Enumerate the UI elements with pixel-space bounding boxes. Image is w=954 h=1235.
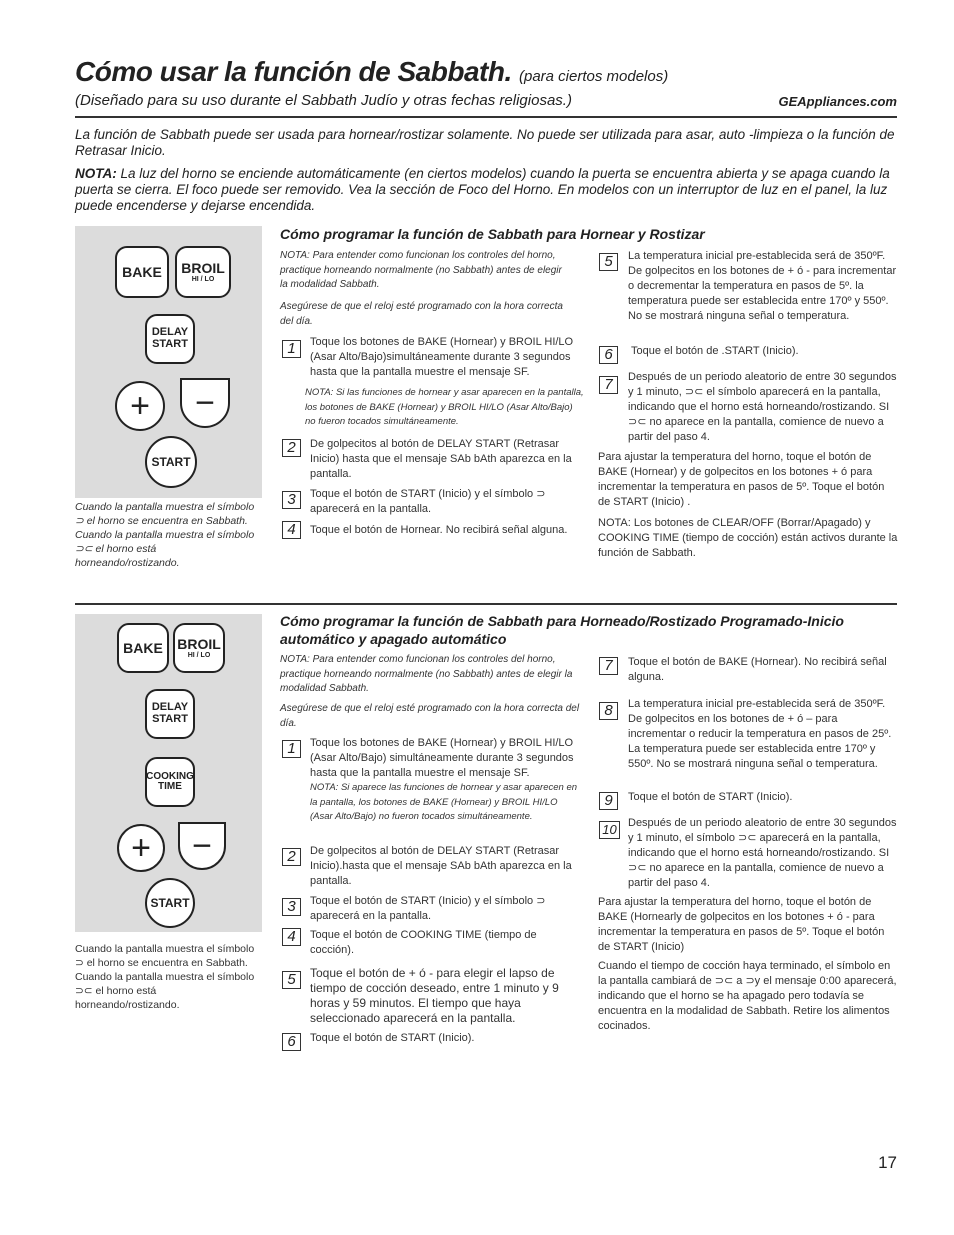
step-number: 10 xyxy=(599,821,620,839)
bake-button xyxy=(115,246,169,298)
step-text: Toque los botones de BAKE (Hornear) y BROIL HI/LO (Asar Alto/Bajo)simultáneamente durante 3 segundos hasta que la pantalla muestre el mensaje SF. xyxy=(310,336,574,378)
section2-note1: NOTA: Para entender como funcionan los controles del horno, practique horneando normalmente (no Sabbath) antes de elegir la modalidad Sabbath. xyxy=(280,654,573,694)
title-sub: (para ciertos modelos) xyxy=(519,68,669,85)
step-text: Después de un periodo aleatorio de entre 30 segundos y 1 minuto, ⊃⊂ el símbolo aparecerá en la pantalla, indicando que el horno está horneando/rostizando. SI ⊃⊂ no aparece en la pantalla, comience de nuevo a partir del paso 4. xyxy=(628,371,897,443)
delay-start-label: START xyxy=(152,338,188,350)
section1-sub-note: NOTA: Si las funciones de hornear y asar aparecen en la pantalla, los botones de BAKE (Hornear) y BROIL HI/LO (Asar Alto/Bajo) no fueron tocados simultáneamente. xyxy=(305,387,584,427)
step-number: 8 xyxy=(599,702,618,720)
bake-button xyxy=(117,623,169,673)
step-text: Toque el botón de COOKING TIME (tiempo de cocción). xyxy=(310,929,537,956)
minus-button xyxy=(178,822,226,870)
step-text: Toque el botón de START (Inicio). xyxy=(310,1032,475,1044)
step-number: 4 xyxy=(282,521,301,539)
step-number: 2 xyxy=(282,848,301,866)
start-button xyxy=(145,436,197,488)
section2-heading: Cómo programar la función de Sabbath para Horneado/Rostizado Programado-Inicio automático y apagado automático xyxy=(280,613,844,647)
section2-adjust: Para ajustar la temperatura del horno, toque el botón de BAKE (Hornearly de golpecitos en los botones + ó - para incrementar la temperatura en pasos de 5º. Toque el botón de START (Inicio) xyxy=(598,896,885,953)
broil-label: BROIL xyxy=(181,259,225,276)
step-number: 7 xyxy=(599,657,618,675)
step-number: 5 xyxy=(599,253,618,271)
intro-paragraph: La función de Sabbath puede ser usada para hornear/rostizar solamente. No puede ser utilizada para asar, auto -limpieza o la función de Retrasar Inicio. xyxy=(75,127,895,158)
step-text: Toque el botón de START (Inicio) y el símbolo ⊃ aparecerá en la pantalla. xyxy=(310,895,546,922)
step-text: Toque el botón de START (Inicio) y el símbolo ⊃ aparecerá en la pantalla. xyxy=(310,488,546,515)
minus-label: − xyxy=(192,826,212,865)
section1-note-end: NOTA: Los botones de CLEAR/OFF (Borrar/Apagado) y COOKING TIME (tiempo de cocción) están activos durante la función de Sabbath. xyxy=(598,517,898,559)
section1-adjust: Para ajustar la temperatura del horno, toque el botón de BAKE (Hornear) y de golpecitos en los botones + ó para incrementar la temperatura en pasos de 5º. Toque el botón de START (Inicio) . xyxy=(598,451,885,508)
page-number: 17 xyxy=(878,1153,897,1172)
site-link[interactable]: GEAppliances.com xyxy=(778,94,897,109)
caption-2: Cuando la pantalla muestra el símbolo ⊃ el horno se encuentra en Sabbath. Cuando la pantalla muestra el símbolo ⊃⊂ el horno está horneando/rostizando. xyxy=(75,943,255,1011)
title-text: Cómo usar la función de Sabbath. xyxy=(75,56,512,87)
step-number: 1 xyxy=(282,340,301,358)
step-number: 3 xyxy=(282,898,301,916)
broil-button xyxy=(173,623,225,673)
intro-note-label: NOTA: xyxy=(75,166,117,181)
minus-label: − xyxy=(195,383,215,422)
step-number: 3 xyxy=(282,491,301,509)
step-text: Toque el botón de Hornear. No recibirá señal alguna. xyxy=(310,524,568,536)
step-text: De golpecitos al botón de DELAY START (Retrasar Inicio) hasta que el mensaje SAb bAth aparezca en la pantalla. xyxy=(310,438,572,480)
control-panel-illustration-2 xyxy=(75,614,262,932)
step-text: La temperatura inicial pre-establecida será de 350ºF. De golpecitos en los botones de + ó – para incrementar o reducir la temperatura en pasos de 25º. La temperatura puede ser establecida entre 170º y 550º. No se mostrará ninguna señal o temperatura. xyxy=(628,698,892,770)
step-number: 6 xyxy=(599,346,618,364)
broil-button xyxy=(175,246,231,298)
plus-button xyxy=(117,824,165,872)
minus-button xyxy=(180,378,230,428)
section1-note2: Asegúrese de que el reloj esté programado con la hora correcta del día. xyxy=(280,301,563,327)
section2-end: Cuando el tiempo de cocción haya terminado, el símbolo en la pantalla cambiará de ⊃⊂ a ⊃y el mensaje 0:00 aparecerá, indicando que el horno se ha apagado pero todavía se encuentra en la modalidad de Sabbath. Retire los alimentos cocinados. xyxy=(598,960,897,1032)
cooking-time-label: TIME xyxy=(158,781,182,792)
plus-label: + xyxy=(131,828,151,867)
intro-note xyxy=(75,166,897,214)
start-label: START xyxy=(151,455,191,469)
step-number: 1 xyxy=(282,740,301,758)
bake-label: BAKE xyxy=(122,263,162,280)
start-label: START xyxy=(150,896,190,910)
step-text: Toque el botón de START (Inicio). xyxy=(628,791,793,803)
section-divider xyxy=(75,603,897,605)
section2-sub-note: NOTA: Si aparece las funciones de hornear y asar aparecen en la pantalla, los botones de BAKE (Hornear) y BROIL HI/LO (Asar Alto/Bajo) no fueron tocados simultáneamente. xyxy=(310,782,578,822)
delay-start-label: START xyxy=(152,713,188,725)
section1-note1: NOTA: Para entender como funcionan los controles del horno, practique horneando normalmente (no Sabbath) antes de elegir la modalidad Sabbath. xyxy=(280,250,562,290)
delay-start-button xyxy=(145,314,195,364)
step-text: La temperatura inicial pre-establecida será de 350ºF. De golpecitos en los botones de + ó - para incrementar o decrementar la temperatura en pasos de 5º. la temperatura puede ser establecida entre 170º y 550º. No se mostrará ninguna señal o temperatura. xyxy=(628,250,897,322)
broil-sub-label: HI / LO xyxy=(191,275,215,283)
caption-1: Cuando la pantalla muestra el símbolo ⊃ el horno se encuentra en Sabbath. Cuando la pantalla muestra el símbolo ⊃⊂ el horno está horneando/rostizando. xyxy=(75,501,255,569)
page-subtitle: (Diseñado para su uso durante el Sabbath Judío y otras fechas religiosas.) xyxy=(75,92,572,109)
step-number: 6 xyxy=(282,1033,301,1051)
step-text: Toque el botón de .START (Inicio). xyxy=(631,345,799,357)
step-number: 4 xyxy=(282,928,301,946)
section1-heading: Cómo programar la función de Sabbath para Hornear y Rostizar xyxy=(280,226,705,242)
intro-note-text: La luz del horno se enciende automáticamente (en ciertos modelos) cuando la puerta se encuentra abierta y se apaga cuando la puerta se cierra. El foco puede ser removido. Vea la sección de Foco del Horno. En modelos con un interruptor de luz en el panel, la luz puede encenderse y dejarse encendida. xyxy=(75,166,890,213)
step-number: 5 xyxy=(282,971,301,989)
step-text: De golpecitos al botón de DELAY START (Retrasar Inicio).hasta que el mensaje SAb bAth aparezca en la pantalla. xyxy=(310,845,572,887)
plus-button xyxy=(115,381,165,431)
control-panel-illustration-1 xyxy=(75,226,262,498)
step-number: 7 xyxy=(599,376,618,394)
delay-label: DELAY xyxy=(151,326,189,339)
step-text: Toque el botón de BAKE (Hornear). No recibirá señal alguna. xyxy=(628,656,887,683)
step-number: 9 xyxy=(599,792,618,810)
step-text: Después de un periodo aleatorio de entre 30 segundos y 1 minuto, el símbolo ⊃⊂ aparecerá en la pantalla, indicando que el horno está horneando/rostizando. SI ⊃⊂ no aparece en la pantalla, comience de nuevo a partir del paso 4. xyxy=(628,817,897,889)
header-divider xyxy=(75,116,897,118)
bake-label: BAKE xyxy=(123,639,163,656)
step-text: Toque el botón de + ó - para elegir el lapso de tiempo de cocción deseado, entre 1 minuto y 9 horas y 59 minutos. El tiempo que haya seleccionado aparecerá en la pantalla. xyxy=(310,966,559,1025)
start-button xyxy=(145,878,195,928)
step-text: Toque los botones de BAKE (Hornear) y BROIL HI/LO (Asar Alto/Bajo) simultáneamente durante 3 segundos hasta que la pantalla muestre el mensaje SF. xyxy=(310,737,574,779)
delay-label: DELAY xyxy=(151,701,189,714)
step-number: 2 xyxy=(282,439,301,457)
plus-label: + xyxy=(130,386,150,425)
delay-start-button xyxy=(145,689,195,739)
broil-label: BROIL xyxy=(177,635,221,652)
cooking-label: COOKING xyxy=(146,770,194,782)
broil-sub-label: HI / LO xyxy=(187,651,211,659)
cooking-time-button xyxy=(145,757,195,807)
page-title xyxy=(75,56,668,88)
section2-note2: Asegúrese de que el reloj esté programado con la hora correcta del día. xyxy=(280,703,580,729)
